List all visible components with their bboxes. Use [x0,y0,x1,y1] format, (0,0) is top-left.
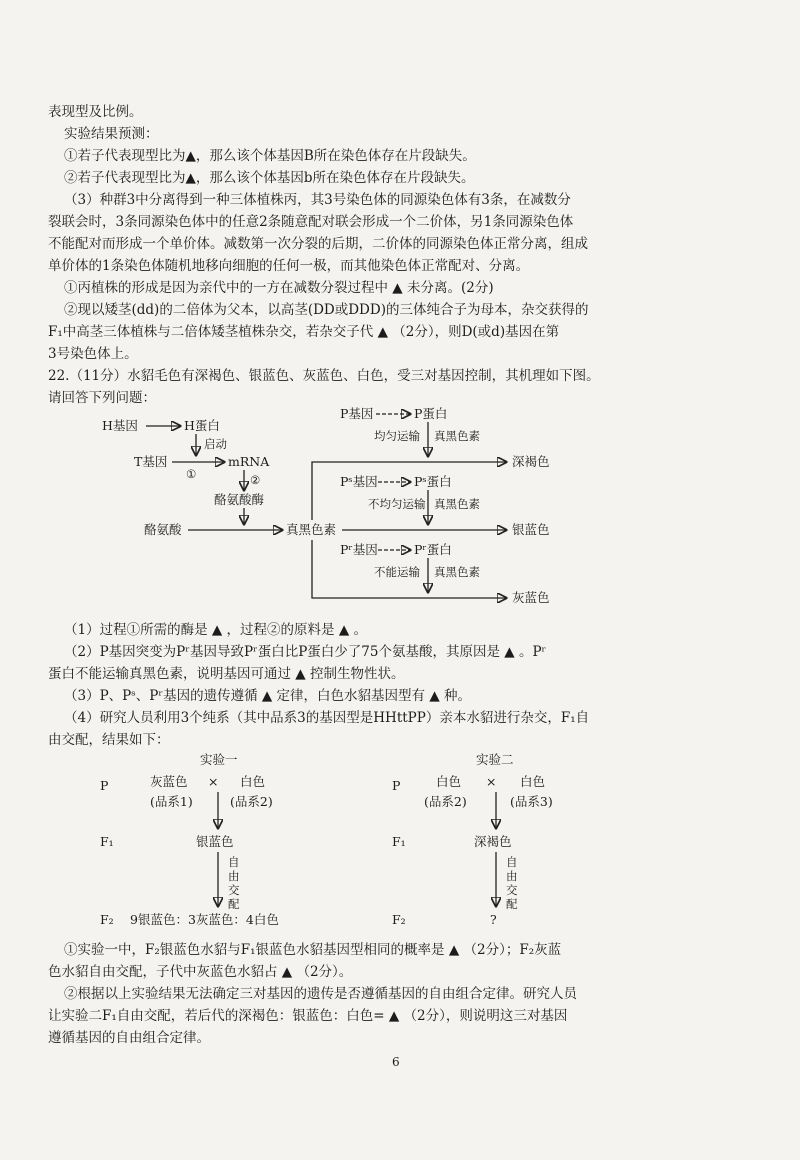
cross-sign: × [486,774,497,789]
f2-label: F₂ [100,912,114,927]
pr-protein-label: Pʳ蛋白 [414,542,452,557]
sub-question-4-cont: 由交配，结果如下： [48,732,170,748]
melanin-pr-label: 真黑色素 [434,565,480,579]
exp1-f2: 9银蓝色：3灰蓝色：4白色 [130,912,279,927]
step-1-label: ① [186,467,197,481]
exp2-parent1: 白色 [436,774,462,789]
free-mating-4: 配 [506,897,518,911]
answer-2: ②根据以上实验结果无法确定三对基因的遗传是否遵循基因的自由组合定律。研究人员 [64,986,577,1002]
p-label: P [100,778,109,793]
free-mating-4: 配 [228,897,240,911]
sub-question-3: （3）P、Pˢ、Pʳ基因的遗传遵循 ▲ 定律，白色水貂基因型有 ▲ 种。 [64,688,472,704]
free-mating-1: 自 [506,855,518,869]
text-line: ①若子代表现型比为▲，那么该个体基因B所在染色体存在片段缺失。 [64,148,476,164]
f2-label: F₂ [392,912,406,927]
h-gene-label: H基因 [102,418,138,433]
sub-question-2-cont: 蛋白不能运输真黑色素，说明基因可通过 ▲ 控制生物性状。 [48,666,405,682]
page-number: 6 [392,1055,400,1069]
exp1-title: 实验一 [200,752,238,767]
text-line: 裂联会时，3条同源染色体中的任意2条随意配对联会形成一个二价体，另1条同源染色体 [48,214,574,230]
exp2-line2: (品系3) [510,794,553,809]
exp1-line1: (品系1) [150,794,193,809]
sub-question-2: （2）P基因突变为Pʳ基因导致Pʳ蛋白比P蛋白少了75个氨基酸，其原因是 ▲ 。Pʳ [64,644,547,660]
even-transport-label: 均匀运输 [374,429,420,443]
pr-gene-label: Pʳ基因 [340,542,378,557]
silver-blue-label: 银蓝色 [512,522,550,537]
uneven-transport-label: 不均匀运输 [368,497,426,511]
h-protein-label: H蛋白 [184,418,220,433]
text-line: ②现以矮茎(dd)的二倍体为父本，以高茎(DD或DDD)的三体纯合子为母本，杂交获得的 [64,302,589,318]
cross-sign: × [208,774,219,789]
exp2-title: 实验二 [476,752,514,767]
exp2-parent2: 白色 [520,774,546,789]
free-mating-3: 交 [228,883,240,897]
melanin-label: 真黑色素 [286,522,337,537]
start-label: 启动 [204,437,227,451]
text-line: （3）种群3中分离得到一种三体植株丙，其3号染色体的同源染色体有3条，在减数分 [64,192,571,208]
free-mating-3: 交 [506,883,518,897]
free-mating-2: 由 [506,869,518,883]
melanin-p-label: 真黑色素 [434,429,480,443]
enzyme-label: 酪氨酸酶 [214,492,265,507]
answer-2-cont: 让实验二F₁自由交配，若后代的深褐色：银蓝色：白色= ▲ （2分），则说明这三对基因 [48,1008,568,1024]
p-label: P [392,778,401,793]
text-line: ②若子代表现型比为▲，那么该个体基因b所在染色体存在片段缺失。 [64,170,475,186]
step-2-label: ② [250,473,261,487]
sub-question-1: （1）过程①所需的酶是 ▲ ，过程②的原料是 ▲ 。 [64,622,368,638]
exp1-line2: (品系2) [230,794,273,809]
text-line: 请回答下列问题： [48,390,156,406]
sub-question-4: （4）研究人员利用3个纯系（其中品系3的基因型是HHttPP）亲本水貂进行杂交，F₁自 [64,710,590,726]
free-mating-2: 由 [228,869,240,883]
text-line: 单价体的1条染色体随机地移向细胞的任何一极，而其他染色体正常配对、分离。 [48,258,530,274]
exp2-f2: ? [490,912,497,927]
exp2-line1: (品系2) [424,794,467,809]
ps-gene-label: Pˢ基因 [340,474,378,489]
free-mating-1: 自 [228,855,240,869]
f1-label: F₁ [100,834,114,849]
answer-2-cont2: 遵循基因的自由组合定律。 [48,1030,210,1046]
answer-1: ①实验一中，F₂银蓝色水貂与F₁银蓝色水貂基因型相同的概率是 ▲ （2分）；F₂灰蓝 [64,942,562,958]
question-heading: 22.（11分）水貂毛色有深褐色、银蓝色、灰蓝色、白色，受三对基因控制，其机理如下图。 [48,368,600,384]
mrna-label: mRNA [228,454,270,469]
text-line: 3号染色体上。 [48,346,138,362]
text-line: 实验结果预测： [64,126,159,142]
t-gene-label: T基因 [134,454,168,469]
text-line: ①丙植株的形成是因为亲代中的一方在减数分裂过程中 ▲ 未分离。(2分) [64,280,494,296]
ps-protein-label: Pˢ蛋白 [414,474,452,489]
text-line: F₁中高茎三体植株与二倍体矮茎植株杂交，若杂交子代 ▲ （2分），则D(或d)基因在第 [48,324,560,340]
exp1-parent1: 灰蓝色 [150,774,188,789]
exp1-f1: 银蓝色 [196,834,234,849]
tyrosine-label: 酪氨酸 [144,522,182,537]
exp2-f1: 深褐色 [474,834,512,849]
cannot-transport-label: 不能运输 [374,565,420,579]
answer-1-cont: 色水貂自由交配，子代中灰蓝色水貂占 ▲ （2分）。 [48,964,353,980]
f1-label: F₁ [392,834,406,849]
exp1-parent2: 白色 [240,774,266,789]
text-line: 不能配对而形成一个单价体。减数第一次分裂的后期，二价体的同源染色体正常分离，组成 [48,236,588,252]
p-gene-label: P基因 [340,406,374,421]
text-line: 表现型及比例。 [48,104,143,120]
melanin-ps-label: 真黑色素 [434,497,480,511]
p-protein-label: P蛋白 [414,406,448,421]
dark-brown-label: 深褐色 [512,454,550,469]
grey-blue-label: 灰蓝色 [512,590,550,605]
